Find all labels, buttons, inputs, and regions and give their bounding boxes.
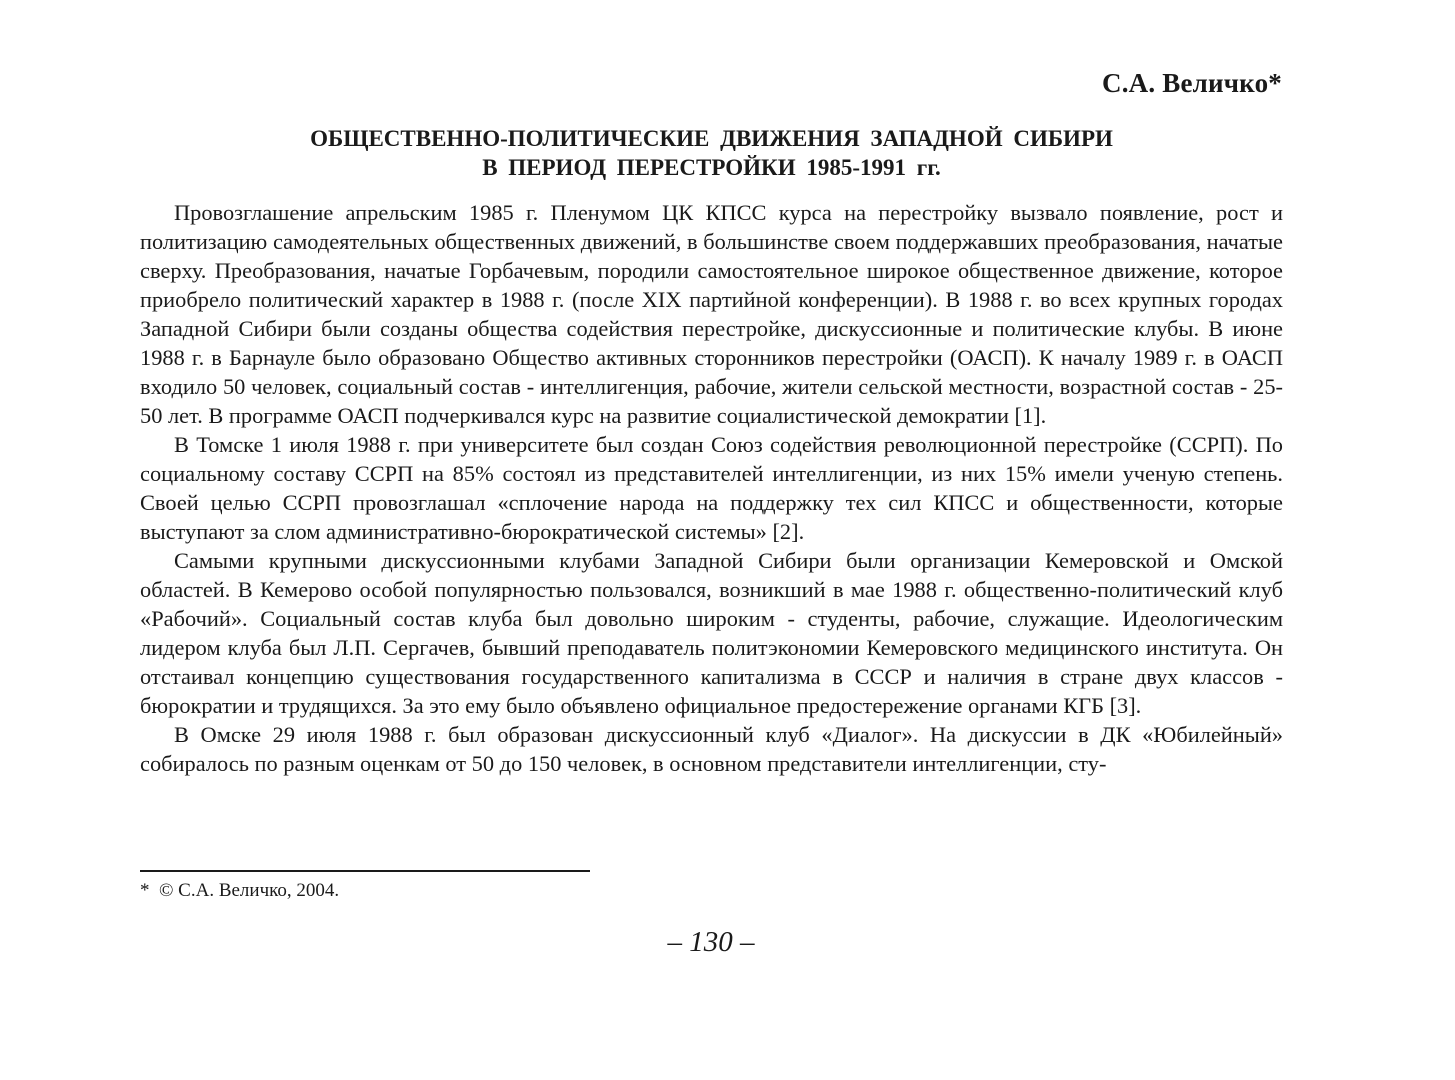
paragraph-1: Провозглашение апрельским 1985 г. Пленумом ЦК КПСС курса на перестройку вызвало появление, рост и политизацию самодеятельных общественных движений, в большинстве своем поддержавших преобразования, начатые сверху. Преобразования, начатые Горбачевым, породили самостоятельное широкое общественное движение, которое приобрело политический характер в 1988 г. (после XIX партийной конференции). В 1988 г. во всех крупных городах Западной Сибири были созданы общества содействия перестройке, дискуссионные и политические клубы. В июне 1988 г. в Барнауле было образовано Общество активных сторонников перестройки (ОАСП). К началу 1989 г. в ОАСП входило 50 человек, социальный состав - интеллигенция, рабочие, жители сельской местности, возрастной состав - 25-50 лет. В программе ОАСП подчеркивался курс на развитие социалистической демократии [1]. (140, 200, 1283, 428)
title-line-2: В ПЕРИОД ПЕРЕСТРОЙКИ 1985-1991 гг. (482, 155, 941, 180)
article-title (140, 124, 1283, 182)
page-number: – 130 – (667, 926, 755, 958)
paragraph-4: В Омске 29 июля 1988 г. был образован дискуссионный клуб «Диалог». На дискуссии в ДК «Юбилейный» собиралось по разным оценкам от 50 до 150 человек, в основном представители интеллигенции, сту- (140, 722, 1283, 776)
paragraph-2: В Томске 1 июля 1988 г. при университете был создан Союз содействия революционной перестройке (ССРП). По социальному составу ССРП на 85% состоял из представителей интеллигенции, из них 15% имели ученую степень. Своей целью ССРП провозглашал «сплочение народа на поддержку тех сил КПСС и общественности, которые выступают за слом административно-бюрократической системы» [2]. (140, 432, 1283, 544)
author-name: С.А. Величко* (1102, 68, 1282, 98)
title-line-1: ОБЩЕСТВЕННО-ПОЛИТИЧЕСКИЕ ДВИЖЕНИЯ ЗАПАДНОЙ СИБИРИ (310, 126, 1113, 151)
footnote: * © С.А. Величко, 2004. (140, 880, 340, 901)
article-body (140, 198, 1283, 778)
footnote-divider (140, 870, 590, 872)
paragraph-3: Самыми крупными дискуссионными клубами Западной Сибири были организации Кемеровской и Омской областей. В Кемерово особой популярностью пользовался, возникший в мае 1988 г. общественно-политический клуб «Рабочий». Социальный состав клуба был довольно широким - студенты, рабочие, служащие. Идеологическим лидером клуба был Л.П. Сергачев, бывший преподаватель политэкономии Кемеровского медицинского института. Он отстаивал концепцию существования государственного капитализма в СССР и наличия в стране двух классов - бюрократии и трудящихся. За это ему было объявлено официальное предостережение органами КГБ [3]. (140, 548, 1283, 718)
